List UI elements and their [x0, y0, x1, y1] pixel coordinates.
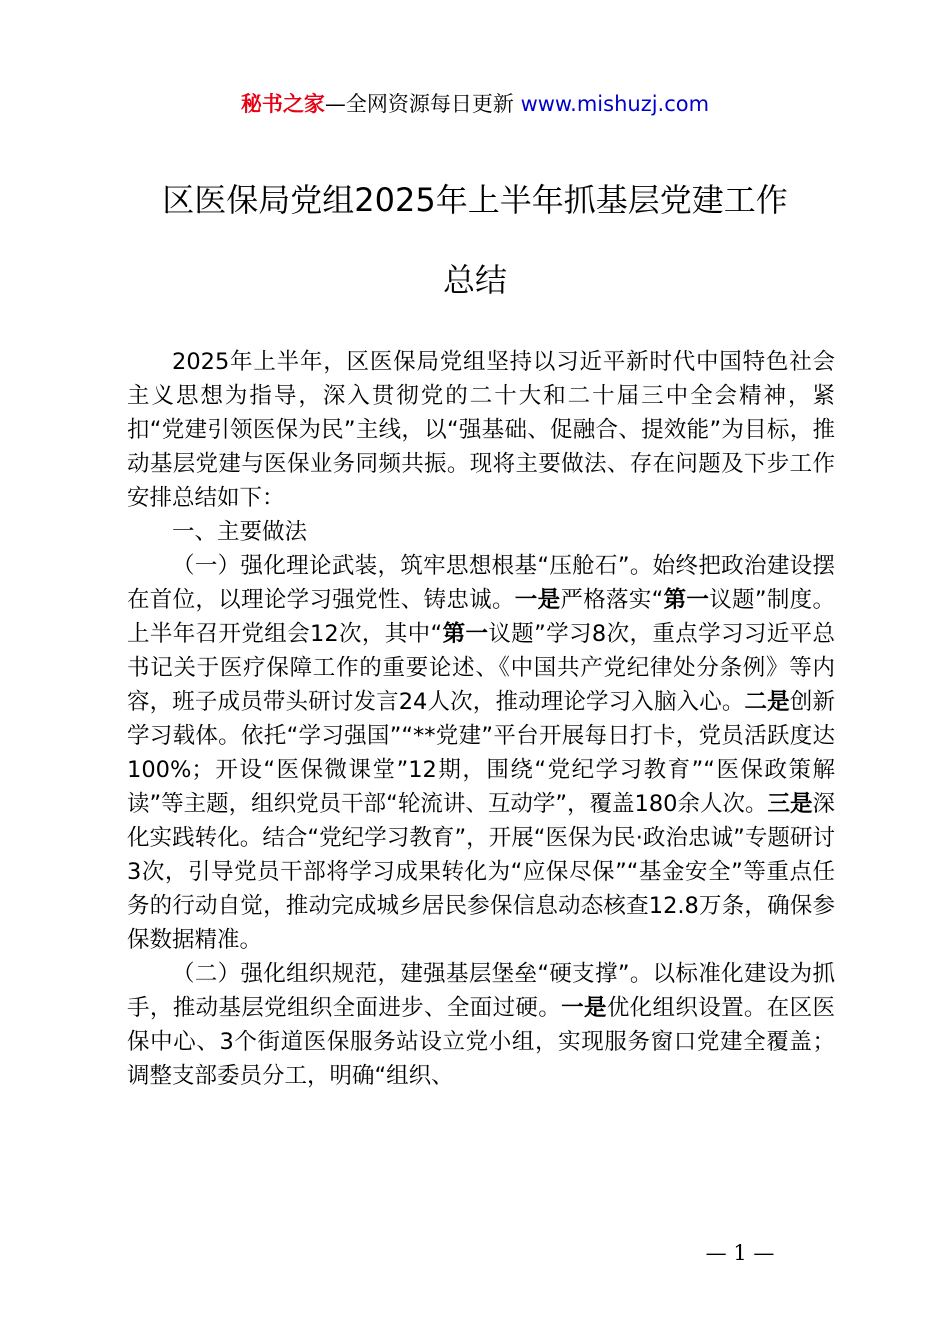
- section-heading-1: 一、主要做法: [172, 519, 308, 545]
- text-run: （一）强化理论武装，筑牢思想根基“压舱石”。始终把政治建设摆在首位，以理论学习强党性、铸忠诚。: [127, 553, 835, 613]
- banner-tagline: —全网资源每日更新: [324, 92, 521, 116]
- page-number: — 1 —: [705, 1241, 775, 1265]
- text-run: 优化组织设置。在区医保中心、3个街道医保服务站设立党小组，实现服务窗口党建全覆盖；调整支部委员分工，明确“组织、: [127, 995, 835, 1089]
- document-title: [110, 160, 840, 320]
- bold-marker: 第一: [663, 587, 710, 613]
- bold-marker: 第一: [442, 621, 489, 647]
- bold-marker: 二是: [744, 689, 790, 715]
- site-banner: [0, 88, 950, 120]
- banner-url-link[interactable]: www.mishuzj.com: [520, 92, 710, 116]
- text-run: 议题”制度。上半年召开党组会12次，其中“: [127, 587, 835, 647]
- text-run: 创新学习载体。依托“学习强国”“**党建”平台开展每日打卡，党员活跃度达100%；开设“医保微课堂”12期，围绕“党纪学习教育”“医保政策解读”等主题，组织党员干部“轮流讲、互动学”，覆盖180余人次。: [127, 689, 835, 817]
- bold-marker: 一是: [561, 995, 607, 1021]
- text-run: 严格落实“: [560, 587, 664, 613]
- title-line-2: 总结: [442, 261, 507, 299]
- document-body: [127, 345, 835, 1093]
- bold-marker: 三是: [767, 791, 813, 817]
- text-run: 深化实践转化。结合“党纪学习教育”，开展“医保为民·政治忠诚”专题研讨3次，引导党员干部将学习成果转化为“应保尽保”“基金安全”等重点任务的行动自觉，推动完成城乡居民参保信息动态核查12.8万条，确保参保数据精准。: [127, 791, 835, 953]
- banner-brand: 秘书之家: [240, 92, 325, 116]
- bold-marker: 一是: [514, 587, 561, 613]
- text-run: （二）强化组织规范，建强基层堡垒“硬支撑”。以标准化建设为抓手，推动基层党组织全面进步、全面过硬。: [127, 961, 835, 1021]
- paragraph-theory: [127, 549, 835, 957]
- intro-paragraph: 2025年上半年，区医保局党组坚持以习近平新时代中国特色社会主义思想为指导，深入贯彻党的二十大和二十届三中全会精神，紧扣“党建引领医保为民”主线，以“强基础、促融合、提效能”为目标，推动基层党建与医保业务同频共振。现将主要做法、存在问题及下步工作安排总结如下：: [127, 349, 835, 511]
- paragraph-organization: [127, 957, 835, 1093]
- text-run: 议题”学习8次，重点学习习近平总书记关于医疗保障工作的重要论述、《中国共产党纪律处分条例》等内容，班子成员带头研讨发言24人次，推动理论学习入脑入心。: [127, 621, 835, 715]
- title-line-1: 区医保局党组2025年上半年抓基层党建工作: [162, 181, 788, 219]
